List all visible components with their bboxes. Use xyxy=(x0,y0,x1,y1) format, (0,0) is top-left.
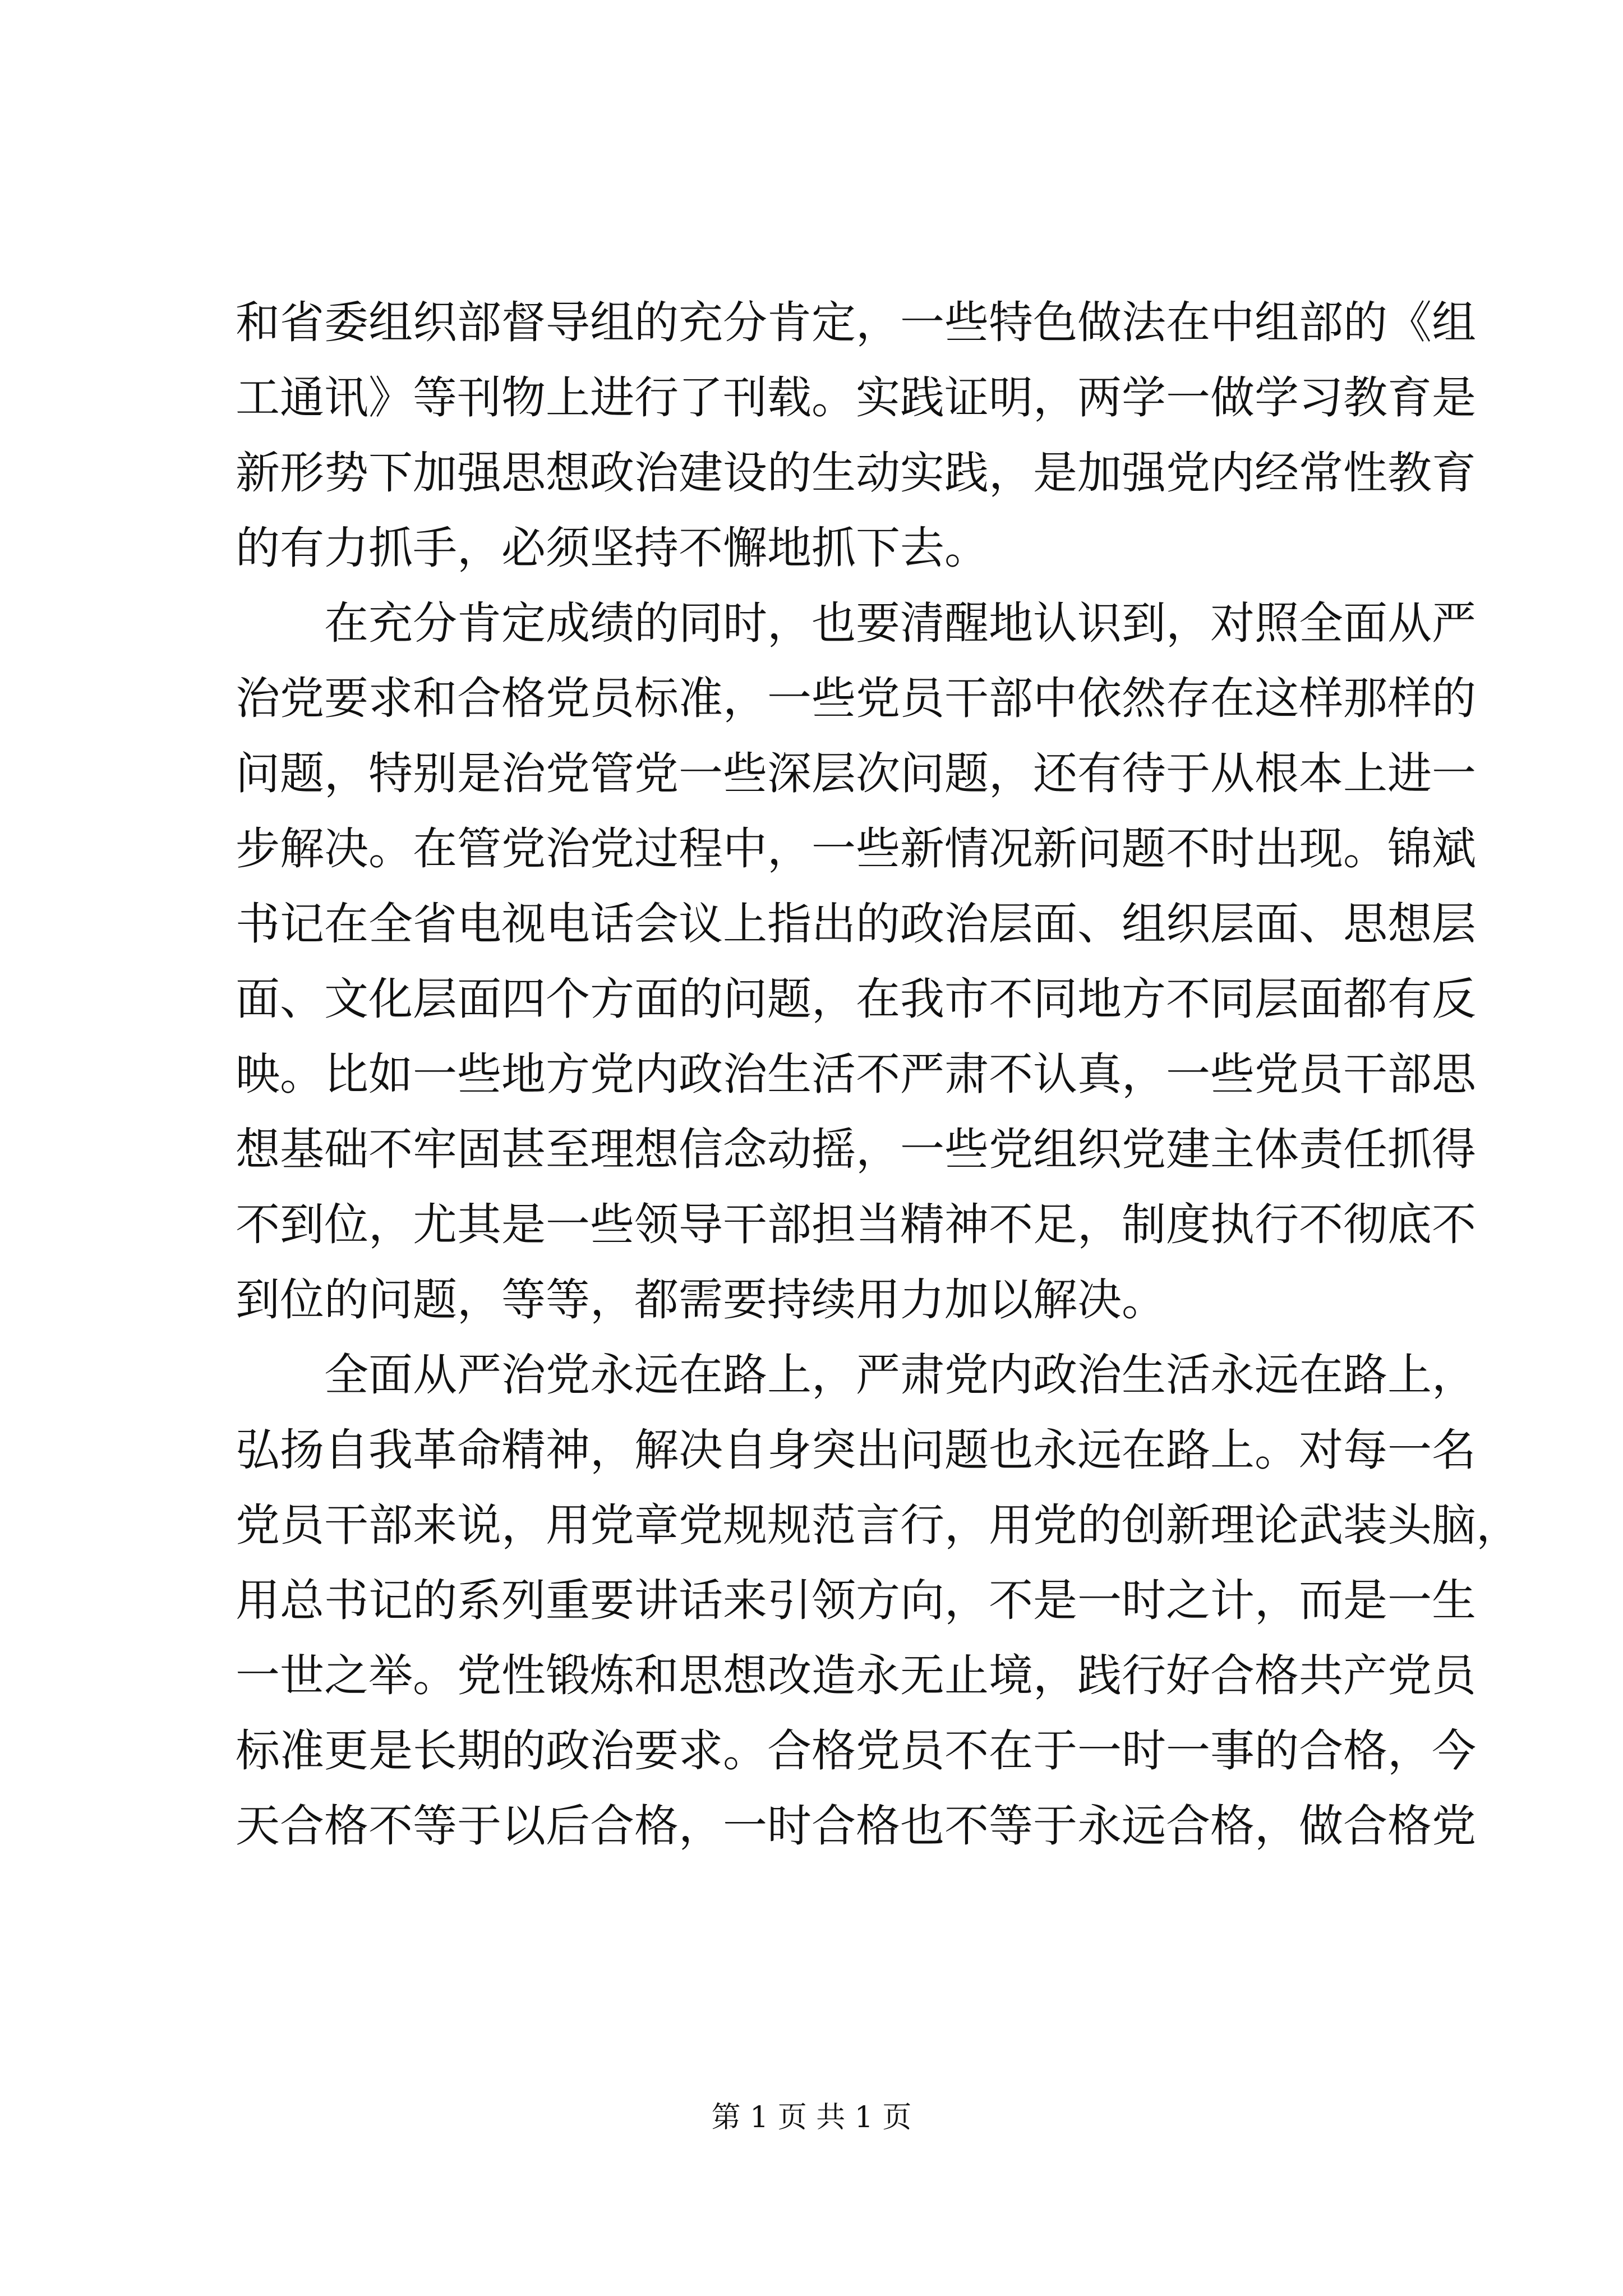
text-line: 天合格不等于以后合格，一时合格也不等于永远合格，做合格党 xyxy=(236,1800,1476,1852)
text-line: 到位的问题，等等，都需要持续用力加以解决。 xyxy=(236,1274,1166,1326)
text-line: 和省委组织部督导组的充分肯定，一些特色做法在中组部的《组 xyxy=(236,297,1476,348)
text-line: 步解决。在管党治党过程中，一些新情况新问题不时出现。锦斌 xyxy=(236,823,1476,875)
text-line: 书记在全省电视电话会议上指出的政治层面、组织层面、思想层 xyxy=(236,898,1476,950)
text-line: 的有力抓手，必须坚持不懈地抓下去。 xyxy=(236,522,989,574)
paragraph-first-line: 在充分肯定成绩的同时，也要清醒地认识到，对照全面从严 xyxy=(324,597,1476,649)
text-line: 面、文化层面四个方面的问题，在我市不同地方不同层面都有反 xyxy=(236,973,1476,1025)
text-line: 治党要求和合格党员标准，一些党员干部中依然存在这样那样的 xyxy=(236,673,1476,724)
text-line: 用总书记的系列重要讲话来引领方向，不是一时之计，而是一生 xyxy=(236,1575,1476,1626)
text-line: 问题，特别是治党管党一些深层次问题，还有待于从根本上进一 xyxy=(236,748,1476,799)
text-line: 想基础不牢固甚至理想信念动摇，一些党组织党建主体责任抓得 xyxy=(236,1124,1476,1175)
text-line: 新形势下加强思想政治建设的生动实践，是加强党内经常性教育 xyxy=(236,447,1476,499)
text-line: 一世之举。党性锻炼和思想改造永无止境，践行好合格共产党员 xyxy=(236,1650,1476,1701)
paragraph-first-line: 全面从严治党永远在路上，严肃党内政治生活永远在路上， xyxy=(324,1349,1476,1401)
text-line: 工通讯》等刊物上进行了刊载。实践证明，两学一做学习教育是 xyxy=(236,372,1476,424)
text-line: 标准更是长期的政治要求。合格党员不在于一时一事的合格，今 xyxy=(236,1725,1476,1777)
text-line: 不到位，尤其是一些领导干部担当精神不足，制度执行不彻底不 xyxy=(236,1199,1476,1250)
text-line: 映。比如一些地方党内政治生活不严肃不认真，一些党员干部思 xyxy=(236,1048,1476,1100)
document-body xyxy=(236,285,1520,1864)
text-line: 弘扬自我革命精神，解决自身突出问题也永远在路上。对每一名 xyxy=(236,1424,1476,1476)
text-line: 党员干部来说，用党章党规规范言行，用党的创新理论武装头脑， xyxy=(236,1499,1520,1551)
page-footer: 第 1 页 共 1 页 xyxy=(711,2101,912,2134)
